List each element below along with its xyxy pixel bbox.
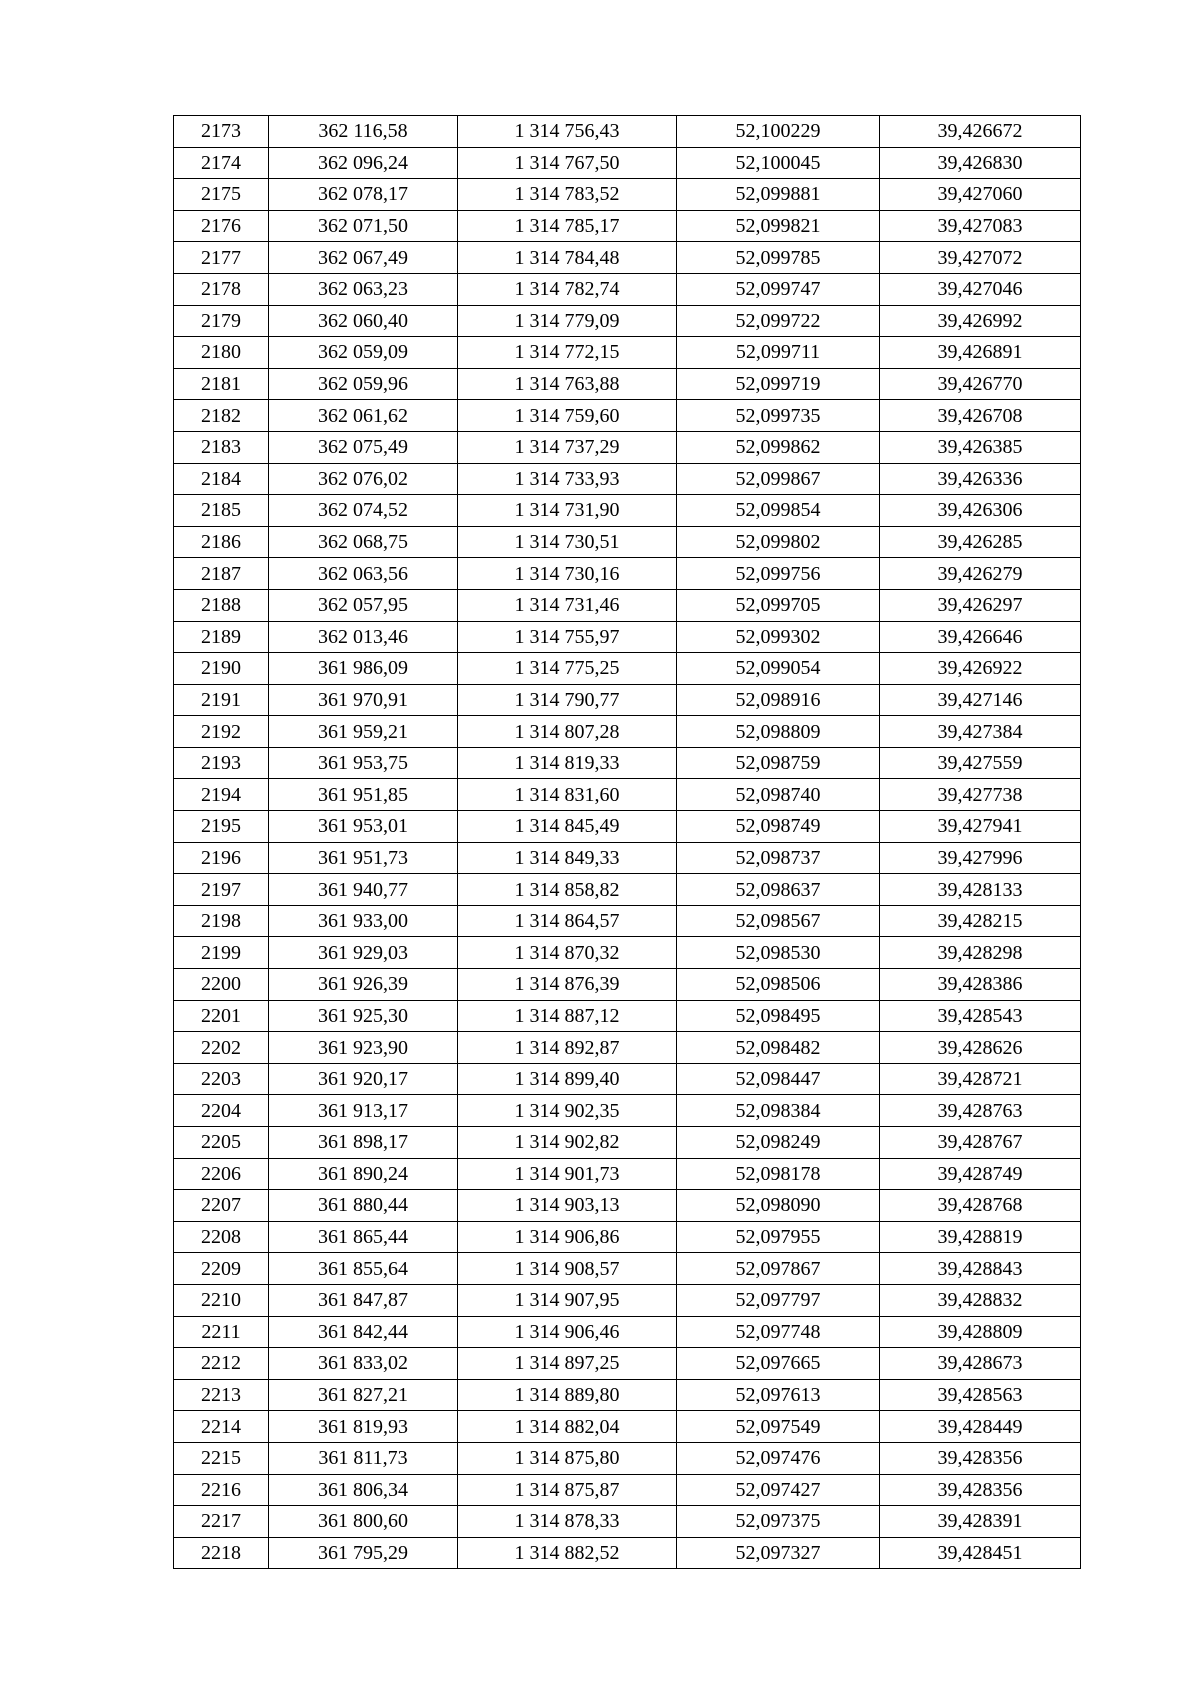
- point-number-cell: 2208: [174, 1221, 269, 1253]
- longitude-cell: 39,428451: [880, 1537, 1081, 1569]
- point-number-cell: 2185: [174, 495, 269, 527]
- point-number-cell: 2174: [174, 147, 269, 179]
- latitude-cell: 52,099821: [677, 210, 880, 242]
- y-coordinate-cell: 1 314 845,49: [458, 811, 677, 843]
- table-row: [174, 273, 1081, 305]
- longitude-cell: 39,428563: [880, 1379, 1081, 1411]
- x-coordinate-cell: 361 800,60: [269, 1506, 458, 1538]
- y-coordinate-cell: 1 314 899,40: [458, 1063, 677, 1095]
- table-row: [174, 1379, 1081, 1411]
- latitude-cell: 52,099705: [677, 589, 880, 621]
- x-coordinate-cell: 362 063,23: [269, 273, 458, 305]
- x-coordinate-cell: 362 059,96: [269, 368, 458, 400]
- latitude-cell: 52,097375: [677, 1506, 880, 1538]
- x-coordinate-cell: 362 068,75: [269, 526, 458, 558]
- x-coordinate-cell: 362 057,95: [269, 589, 458, 621]
- latitude-cell: 52,098090: [677, 1190, 880, 1222]
- longitude-cell: 39,428215: [880, 905, 1081, 937]
- table-row: [174, 1316, 1081, 1348]
- y-coordinate-cell: 1 314 783,52: [458, 179, 677, 211]
- table-body: [174, 116, 1081, 1569]
- latitude-cell: 52,097955: [677, 1221, 880, 1253]
- latitude-cell: 52,099054: [677, 653, 880, 685]
- point-number-cell: 2202: [174, 1032, 269, 1064]
- point-number-cell: 2199: [174, 937, 269, 969]
- point-number-cell: 2218: [174, 1537, 269, 1569]
- table-row: [174, 1000, 1081, 1032]
- x-coordinate-cell: 361 865,44: [269, 1221, 458, 1253]
- longitude-cell: 39,426922: [880, 653, 1081, 685]
- y-coordinate-cell: 1 314 903,13: [458, 1190, 677, 1222]
- latitude-cell: 52,098249: [677, 1127, 880, 1159]
- latitude-cell: 52,098530: [677, 937, 880, 969]
- y-coordinate-cell: 1 314 906,86: [458, 1221, 677, 1253]
- y-coordinate-cell: 1 314 906,46: [458, 1316, 677, 1348]
- latitude-cell: 52,099867: [677, 463, 880, 495]
- y-coordinate-cell: 1 314 887,12: [458, 1000, 677, 1032]
- point-number-cell: 2187: [174, 558, 269, 590]
- point-number-cell: 2206: [174, 1158, 269, 1190]
- y-coordinate-cell: 1 314 782,74: [458, 273, 677, 305]
- point-number-cell: 2184: [174, 463, 269, 495]
- latitude-cell: 52,099862: [677, 431, 880, 463]
- y-coordinate-cell: 1 314 882,04: [458, 1411, 677, 1443]
- table-row: [174, 1348, 1081, 1380]
- latitude-cell: 52,099756: [677, 558, 880, 590]
- x-coordinate-cell: 362 096,24: [269, 147, 458, 179]
- point-number-cell: 2197: [174, 874, 269, 906]
- longitude-cell: 39,428721: [880, 1063, 1081, 1095]
- point-number-cell: 2205: [174, 1127, 269, 1159]
- longitude-cell: 39,428133: [880, 874, 1081, 906]
- latitude-cell: 52,097427: [677, 1474, 880, 1506]
- point-number-cell: 2203: [174, 1063, 269, 1095]
- table-row: [174, 684, 1081, 716]
- point-number-cell: 2194: [174, 779, 269, 811]
- latitude-cell: 52,099802: [677, 526, 880, 558]
- y-coordinate-cell: 1 314 882,52: [458, 1537, 677, 1569]
- table-row: [174, 1127, 1081, 1159]
- y-coordinate-cell: 1 314 733,93: [458, 463, 677, 495]
- table-row: [174, 1158, 1081, 1190]
- x-coordinate-cell: 362 067,49: [269, 242, 458, 274]
- latitude-cell: 52,098759: [677, 747, 880, 779]
- table-row: [174, 179, 1081, 211]
- point-number-cell: 2178: [174, 273, 269, 305]
- latitude-cell: 52,098447: [677, 1063, 880, 1095]
- x-coordinate-cell: 361 940,77: [269, 874, 458, 906]
- table-row: [174, 1063, 1081, 1095]
- latitude-cell: 52,098809: [677, 716, 880, 748]
- longitude-cell: 39,426672: [880, 116, 1081, 148]
- y-coordinate-cell: 1 314 737,29: [458, 431, 677, 463]
- latitude-cell: 52,097476: [677, 1442, 880, 1474]
- y-coordinate-cell: 1 314 878,33: [458, 1506, 677, 1538]
- coordinates-table: [173, 115, 1081, 1569]
- x-coordinate-cell: 361 827,21: [269, 1379, 458, 1411]
- longitude-cell: 39,427738: [880, 779, 1081, 811]
- y-coordinate-cell: 1 314 756,43: [458, 116, 677, 148]
- y-coordinate-cell: 1 314 772,15: [458, 337, 677, 369]
- longitude-cell: 39,428763: [880, 1095, 1081, 1127]
- y-coordinate-cell: 1 314 819,33: [458, 747, 677, 779]
- longitude-cell: 39,426336: [880, 463, 1081, 495]
- table-row: [174, 1095, 1081, 1127]
- point-number-cell: 2216: [174, 1474, 269, 1506]
- latitude-cell: 52,097665: [677, 1348, 880, 1380]
- point-number-cell: 2176: [174, 210, 269, 242]
- x-coordinate-cell: 361 926,39: [269, 969, 458, 1001]
- y-coordinate-cell: 1 314 892,87: [458, 1032, 677, 1064]
- longitude-cell: 39,426646: [880, 621, 1081, 653]
- table-row: [174, 1284, 1081, 1316]
- x-coordinate-cell: 361 880,44: [269, 1190, 458, 1222]
- point-number-cell: 2188: [174, 589, 269, 621]
- x-coordinate-cell: 362 059,09: [269, 337, 458, 369]
- longitude-cell: 39,428768: [880, 1190, 1081, 1222]
- point-number-cell: 2180: [174, 337, 269, 369]
- longitude-cell: 39,426385: [880, 431, 1081, 463]
- table-row: [174, 495, 1081, 527]
- y-coordinate-cell: 1 314 831,60: [458, 779, 677, 811]
- latitude-cell: 52,099735: [677, 400, 880, 432]
- point-number-cell: 2217: [174, 1506, 269, 1538]
- longitude-cell: 39,428449: [880, 1411, 1081, 1443]
- x-coordinate-cell: 361 951,85: [269, 779, 458, 811]
- longitude-cell: 39,428356: [880, 1442, 1081, 1474]
- table-row: [174, 905, 1081, 937]
- point-number-cell: 2207: [174, 1190, 269, 1222]
- x-coordinate-cell: 361 929,03: [269, 937, 458, 969]
- x-coordinate-cell: 361 890,24: [269, 1158, 458, 1190]
- x-coordinate-cell: 361 951,73: [269, 842, 458, 874]
- table-row: [174, 874, 1081, 906]
- point-number-cell: 2196: [174, 842, 269, 874]
- longitude-cell: 39,428767: [880, 1127, 1081, 1159]
- y-coordinate-cell: 1 314 731,46: [458, 589, 677, 621]
- table-row: [174, 969, 1081, 1001]
- table-row: [174, 116, 1081, 148]
- latitude-cell: 52,099881: [677, 179, 880, 211]
- x-coordinate-cell: 362 075,49: [269, 431, 458, 463]
- latitude-cell: 52,097549: [677, 1411, 880, 1443]
- x-coordinate-cell: 361 842,44: [269, 1316, 458, 1348]
- longitude-cell: 39,427072: [880, 242, 1081, 274]
- longitude-cell: 39,428356: [880, 1474, 1081, 1506]
- y-coordinate-cell: 1 314 759,60: [458, 400, 677, 432]
- x-coordinate-cell: 361 933,00: [269, 905, 458, 937]
- x-coordinate-cell: 362 078,17: [269, 179, 458, 211]
- y-coordinate-cell: 1 314 876,39: [458, 969, 677, 1001]
- longitude-cell: 39,427941: [880, 811, 1081, 843]
- y-coordinate-cell: 1 314 849,33: [458, 842, 677, 874]
- longitude-cell: 39,428843: [880, 1253, 1081, 1285]
- longitude-cell: 39,426891: [880, 337, 1081, 369]
- latitude-cell: 52,098567: [677, 905, 880, 937]
- y-coordinate-cell: 1 314 785,17: [458, 210, 677, 242]
- latitude-cell: 52,098740: [677, 779, 880, 811]
- longitude-cell: 39,428626: [880, 1032, 1081, 1064]
- latitude-cell: 52,098916: [677, 684, 880, 716]
- x-coordinate-cell: 362 061,62: [269, 400, 458, 432]
- x-coordinate-cell: 362 076,02: [269, 463, 458, 495]
- point-number-cell: 2177: [174, 242, 269, 274]
- y-coordinate-cell: 1 314 763,88: [458, 368, 677, 400]
- y-coordinate-cell: 1 314 767,50: [458, 147, 677, 179]
- point-number-cell: 2190: [174, 653, 269, 685]
- longitude-cell: 39,426285: [880, 526, 1081, 558]
- longitude-cell: 39,427146: [880, 684, 1081, 716]
- point-number-cell: 2211: [174, 1316, 269, 1348]
- longitude-cell: 39,427384: [880, 716, 1081, 748]
- x-coordinate-cell: 361 953,01: [269, 811, 458, 843]
- point-number-cell: 2179: [174, 305, 269, 337]
- x-coordinate-cell: 361 986,09: [269, 653, 458, 685]
- longitude-cell: 39,428673: [880, 1348, 1081, 1380]
- latitude-cell: 52,099854: [677, 495, 880, 527]
- latitude-cell: 52,097797: [677, 1284, 880, 1316]
- x-coordinate-cell: 362 013,46: [269, 621, 458, 653]
- x-coordinate-cell: 361 925,30: [269, 1000, 458, 1032]
- x-coordinate-cell: 362 074,52: [269, 495, 458, 527]
- x-coordinate-cell: 361 811,73: [269, 1442, 458, 1474]
- latitude-cell: 52,100229: [677, 116, 880, 148]
- latitude-cell: 52,099785: [677, 242, 880, 274]
- latitude-cell: 52,100045: [677, 147, 880, 179]
- x-coordinate-cell: 361 847,87: [269, 1284, 458, 1316]
- longitude-cell: 39,427996: [880, 842, 1081, 874]
- x-coordinate-cell: 361 806,34: [269, 1474, 458, 1506]
- point-number-cell: 2200: [174, 969, 269, 1001]
- table-row: [174, 1506, 1081, 1538]
- point-number-cell: 2210: [174, 1284, 269, 1316]
- latitude-cell: 52,098506: [677, 969, 880, 1001]
- x-coordinate-cell: 361 970,91: [269, 684, 458, 716]
- x-coordinate-cell: 362 060,40: [269, 305, 458, 337]
- x-coordinate-cell: 361 959,21: [269, 716, 458, 748]
- table-row: [174, 368, 1081, 400]
- latitude-cell: 52,098737: [677, 842, 880, 874]
- x-coordinate-cell: 361 920,17: [269, 1063, 458, 1095]
- latitude-cell: 52,098637: [677, 874, 880, 906]
- latitude-cell: 52,098495: [677, 1000, 880, 1032]
- table-row: [174, 1442, 1081, 1474]
- point-number-cell: 2189: [174, 621, 269, 653]
- point-number-cell: 2175: [174, 179, 269, 211]
- latitude-cell: 52,097613: [677, 1379, 880, 1411]
- table-row: [174, 747, 1081, 779]
- longitude-cell: 39,428749: [880, 1158, 1081, 1190]
- longitude-cell: 39,428386: [880, 969, 1081, 1001]
- x-coordinate-cell: 361 923,90: [269, 1032, 458, 1064]
- point-number-cell: 2204: [174, 1095, 269, 1127]
- point-number-cell: 2209: [174, 1253, 269, 1285]
- y-coordinate-cell: 1 314 902,35: [458, 1095, 677, 1127]
- table-row: [174, 1253, 1081, 1285]
- x-coordinate-cell: 361 819,93: [269, 1411, 458, 1443]
- longitude-cell: 39,426306: [880, 495, 1081, 527]
- y-coordinate-cell: 1 314 902,82: [458, 1127, 677, 1159]
- x-coordinate-cell: 361 833,02: [269, 1348, 458, 1380]
- longitude-cell: 39,426279: [880, 558, 1081, 590]
- y-coordinate-cell: 1 314 864,57: [458, 905, 677, 937]
- point-number-cell: 2195: [174, 811, 269, 843]
- longitude-cell: 39,427559: [880, 747, 1081, 779]
- point-number-cell: 2182: [174, 400, 269, 432]
- y-coordinate-cell: 1 314 784,48: [458, 242, 677, 274]
- latitude-cell: 52,099302: [677, 621, 880, 653]
- table-row: [174, 1032, 1081, 1064]
- table-row: [174, 147, 1081, 179]
- latitude-cell: 52,098178: [677, 1158, 880, 1190]
- table-row: [174, 653, 1081, 685]
- longitude-cell: 39,427060: [880, 179, 1081, 211]
- table-row: [174, 1474, 1081, 1506]
- table-row: [174, 779, 1081, 811]
- latitude-cell: 52,099722: [677, 305, 880, 337]
- table-row: [174, 431, 1081, 463]
- table-row: [174, 1221, 1081, 1253]
- longitude-cell: 39,428819: [880, 1221, 1081, 1253]
- x-coordinate-cell: 361 913,17: [269, 1095, 458, 1127]
- point-number-cell: 2201: [174, 1000, 269, 1032]
- point-number-cell: 2212: [174, 1348, 269, 1380]
- point-number-cell: 2181: [174, 368, 269, 400]
- longitude-cell: 39,427083: [880, 210, 1081, 242]
- y-coordinate-cell: 1 314 790,77: [458, 684, 677, 716]
- x-coordinate-cell: 362 071,50: [269, 210, 458, 242]
- x-coordinate-cell: 362 063,56: [269, 558, 458, 590]
- y-coordinate-cell: 1 314 730,16: [458, 558, 677, 590]
- point-number-cell: 2186: [174, 526, 269, 558]
- y-coordinate-cell: 1 314 907,95: [458, 1284, 677, 1316]
- table-row: [174, 400, 1081, 432]
- table-row: [174, 1411, 1081, 1443]
- latitude-cell: 52,098384: [677, 1095, 880, 1127]
- longitude-cell: 39,428832: [880, 1284, 1081, 1316]
- point-number-cell: 2213: [174, 1379, 269, 1411]
- table-row: [174, 305, 1081, 337]
- longitude-cell: 39,428543: [880, 1000, 1081, 1032]
- latitude-cell: 52,097327: [677, 1537, 880, 1569]
- y-coordinate-cell: 1 314 775,25: [458, 653, 677, 685]
- longitude-cell: 39,426830: [880, 147, 1081, 179]
- table-row: [174, 842, 1081, 874]
- latitude-cell: 52,099747: [677, 273, 880, 305]
- longitude-cell: 39,428809: [880, 1316, 1081, 1348]
- longitude-cell: 39,426297: [880, 589, 1081, 621]
- x-coordinate-cell: 361 855,64: [269, 1253, 458, 1285]
- y-coordinate-cell: 1 314 779,09: [458, 305, 677, 337]
- y-coordinate-cell: 1 314 875,87: [458, 1474, 677, 1506]
- longitude-cell: 39,428391: [880, 1506, 1081, 1538]
- point-number-cell: 2173: [174, 116, 269, 148]
- x-coordinate-cell: 362 116,58: [269, 116, 458, 148]
- point-number-cell: 2191: [174, 684, 269, 716]
- longitude-cell: 39,426708: [880, 400, 1081, 432]
- y-coordinate-cell: 1 314 901,73: [458, 1158, 677, 1190]
- latitude-cell: 52,099719: [677, 368, 880, 400]
- point-number-cell: 2192: [174, 716, 269, 748]
- table-row: [174, 463, 1081, 495]
- longitude-cell: 39,427046: [880, 273, 1081, 305]
- y-coordinate-cell: 1 314 908,57: [458, 1253, 677, 1285]
- x-coordinate-cell: 361 795,29: [269, 1537, 458, 1569]
- table-row: [174, 337, 1081, 369]
- y-coordinate-cell: 1 314 889,80: [458, 1379, 677, 1411]
- y-coordinate-cell: 1 314 755,97: [458, 621, 677, 653]
- table-row: [174, 210, 1081, 242]
- point-number-cell: 2214: [174, 1411, 269, 1443]
- longitude-cell: 39,426992: [880, 305, 1081, 337]
- latitude-cell: 52,099711: [677, 337, 880, 369]
- latitude-cell: 52,098749: [677, 811, 880, 843]
- point-number-cell: 2193: [174, 747, 269, 779]
- point-number-cell: 2215: [174, 1442, 269, 1474]
- point-number-cell: 2183: [174, 431, 269, 463]
- latitude-cell: 52,098482: [677, 1032, 880, 1064]
- longitude-cell: 39,426770: [880, 368, 1081, 400]
- latitude-cell: 52,097867: [677, 1253, 880, 1285]
- table-row: [174, 716, 1081, 748]
- x-coordinate-cell: 361 953,75: [269, 747, 458, 779]
- table-row: [174, 589, 1081, 621]
- point-number-cell: 2198: [174, 905, 269, 937]
- y-coordinate-cell: 1 314 730,51: [458, 526, 677, 558]
- table-row: [174, 621, 1081, 653]
- y-coordinate-cell: 1 314 897,25: [458, 1348, 677, 1380]
- latitude-cell: 52,097748: [677, 1316, 880, 1348]
- table-row: [174, 558, 1081, 590]
- y-coordinate-cell: 1 314 731,90: [458, 495, 677, 527]
- table-row: [174, 937, 1081, 969]
- x-coordinate-cell: 361 898,17: [269, 1127, 458, 1159]
- table-row: [174, 526, 1081, 558]
- y-coordinate-cell: 1 314 858,82: [458, 874, 677, 906]
- table-row: [174, 1537, 1081, 1569]
- y-coordinate-cell: 1 314 807,28: [458, 716, 677, 748]
- longitude-cell: 39,428298: [880, 937, 1081, 969]
- table-row: [174, 242, 1081, 274]
- y-coordinate-cell: 1 314 870,32: [458, 937, 677, 969]
- table-row: [174, 811, 1081, 843]
- table-row: [174, 1190, 1081, 1222]
- y-coordinate-cell: 1 314 875,80: [458, 1442, 677, 1474]
